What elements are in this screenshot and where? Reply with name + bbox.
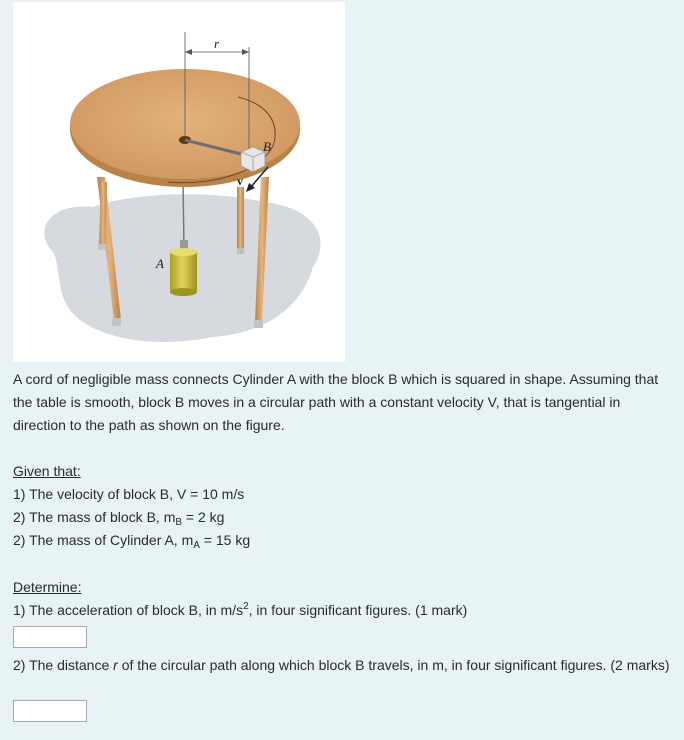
cylinder-a-bottom [170, 288, 197, 296]
problem-figure [13, 2, 345, 362]
question-acceleration: 1) The acceleration of block B, in $m/s^2$, in four significant figures. (1 mark) [13, 601, 468, 618]
label-v: v [237, 174, 243, 188]
given-velocity: 1) The velocity of block B, V = 10 m/s [13, 486, 245, 502]
answer-acceleration-input[interactable] [13, 626, 87, 648]
given-mass-a: 2) The mass of Cylinder A, $m_A = 15$ kg [13, 532, 251, 551]
table-leg-back [237, 187, 244, 252]
determine-heading: Determine: [13, 579, 82, 595]
answer-distance-input[interactable] [13, 700, 87, 722]
given-heading: Given that: [13, 463, 81, 479]
table-leg-right-cap [254, 320, 263, 328]
table-leg-mid-left-cap [98, 244, 106, 250]
label-r: r [214, 36, 220, 51]
label-a: A [156, 256, 164, 271]
problem-description: A cord of negligible mass connects Cylinder A with the block B which is squared in shape. Assuming that the table is smooth, block B moves in a circular path with a constant velocity V, that is tangential in direction to the path as shown on the figure. [13, 371, 659, 433]
r-arrow-left [185, 49, 192, 55]
question-distance: 2) The distance r of the circular path along which block B travels, in m, in four significant figures. (2 marks) [13, 657, 670, 673]
table-leg-left-cap [112, 318, 121, 326]
table-diagram [13, 2, 345, 362]
cylinder-a [170, 252, 197, 292]
cylinder-a-top [170, 248, 197, 256]
cord-lower [183, 180, 184, 250]
label-b: B [263, 139, 271, 154]
r-arrow-right [242, 49, 249, 55]
given-mass-b: 2) The mass of block B, $m_B = 2$ kg [13, 509, 225, 528]
table-leg-back-cap [237, 248, 244, 254]
